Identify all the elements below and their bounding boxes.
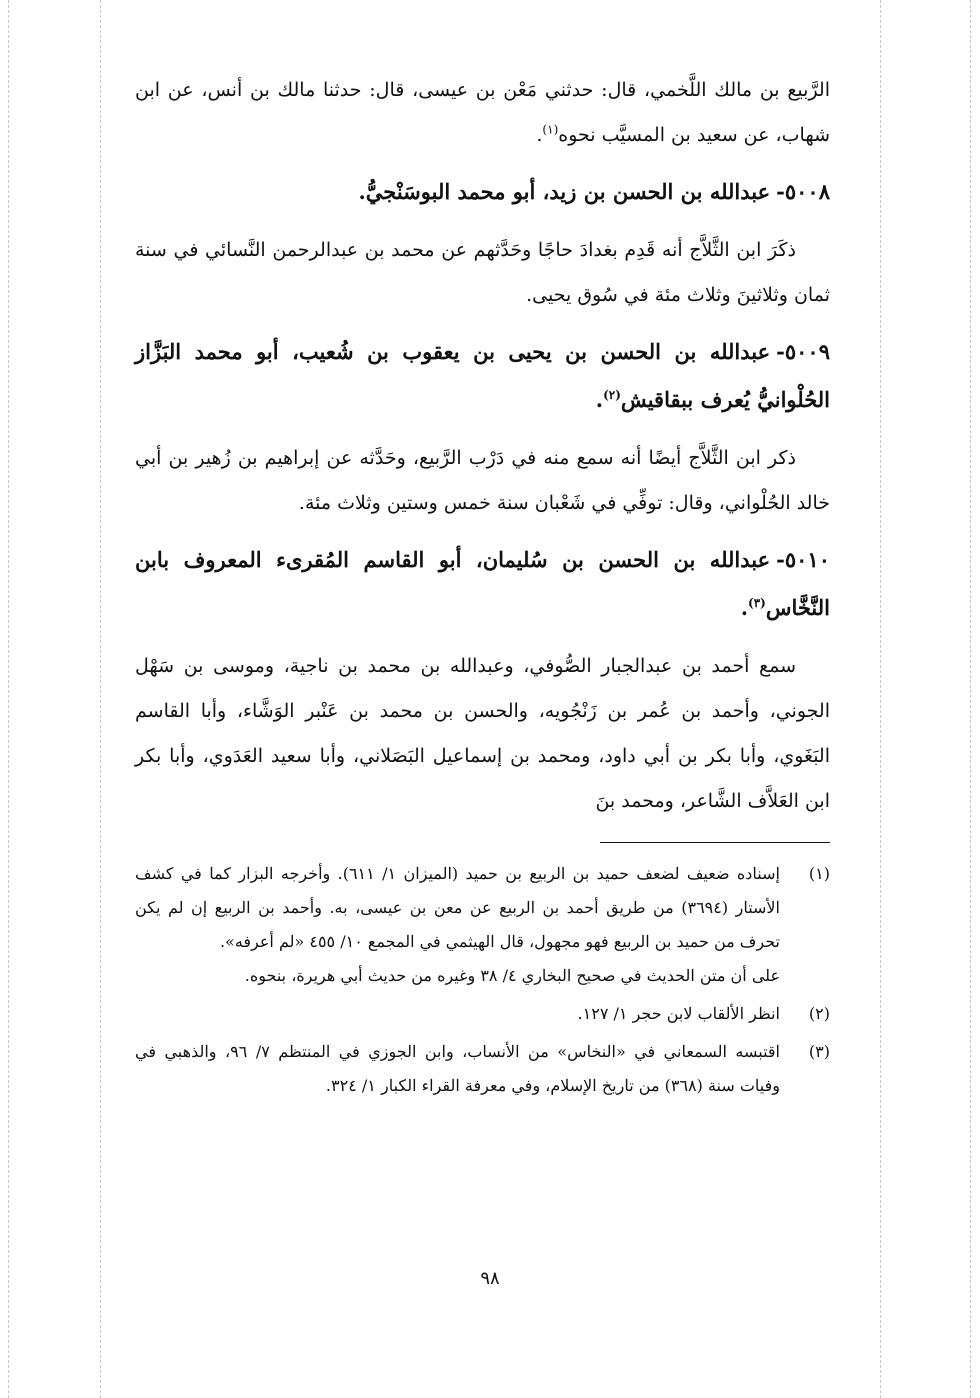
entry-text: ذكَرَ ابن الثَّلاَّج أنه قَدِم بغدادَ حاجًا وحَدَّثهم عن محمد بن عبدالرحمن النَّسائي في سنة ثمان وثلاثينَ وثلاث مئة في سُوق يحيى (135, 239, 830, 306)
entry-text: ذكر ابن الثَّلاَّج أيضًا أنه سمع منه في دَرْب الرَّبيع، وحَدَّثه عن إبراهيم بن زُهير بن أبي خالد الحُلْواني، وقال: توفِّي في شَعْبان سنة خمس وستين وثلاث مئة (135, 447, 830, 514)
footnote-separator (600, 842, 830, 843)
body-paragraph (135, 436, 830, 526)
entry-text: الرَّبيع بن مالك اللَّخمي، قال: حدثني مَعْن بن عيسى، قال: حدثنا مالك بن أنس، عن ابن شهاب، عن سعيد بن المسيَّب نحوه (135, 79, 830, 146)
body-text (135, 68, 830, 824)
entry-heading (135, 168, 830, 216)
right-scan-edge (970, 0, 971, 1398)
footnote (135, 1035, 830, 1103)
entry-heading (135, 328, 830, 424)
body-paragraph (135, 228, 830, 318)
end-punctuation: . (595, 387, 604, 412)
right-margin-line (880, 0, 881, 1398)
end-punctuation: . (298, 492, 305, 514)
entry-text: عبدالله بن الحسن بن زيد، أبو محمد البوسَنْجيُّ (365, 179, 771, 204)
entry-text: سمع أحمد بن عبدالجبار الصُّوفي، وعبدالله بن محمد بن ناجية، وموسى بن سَهْل الجوني، وأحمد بن عُمر بن زَنْجُويه، والحسن بن محمد بن عَنْبر الوَشَّاء، وأبا القاسم البَغَوي، وأبا بكر بن أبي داود، ومحمد بن إسماعيل البَصَلاني، وأبا سعيد العَدَوي، وأبا بكر ابن العَلاَّف الشَّاعر، ومحمد بنَ (135, 655, 830, 812)
footnote-number: (٣) (808, 1042, 830, 1061)
page-content (135, 68, 830, 1107)
entry-text: عبدالله بن الحسن بن سُليمان، أبو القاسم المُقرىء المعروف بابن النَّخَّاس (135, 547, 830, 620)
footnote (135, 997, 830, 1031)
entry-heading (135, 536, 830, 632)
footnotes (135, 857, 830, 1103)
left-scan-edge (8, 0, 9, 1398)
footnote-number: (٢) (808, 1004, 830, 1023)
footnote-text: إسناده ضعيف لضعف حميد بن الربيع بن حميد (الميزان ١/ ٦١١). وأخرجه البزار كما في كشف الأستار (٣٦٩٤) من طريق أحمد بن الربيع عن معن بن عيسى، به. وأحمد بن الربيع إن لم يكن تحرف من حميد بن الربيع فهو مجهول، قال الهيثمي في المجمع ١٠/ ٤٥٥ «لم أعرفه». (135, 864, 781, 951)
footnote-number: (١) (808, 864, 830, 883)
footnote-text: انظر الألقاب لابن حجر ١/ ١٢٧. (577, 1004, 780, 1023)
footnote-text: على أن متن الحديث في صحيح البخاري ٤/ ٣٨ وغيره من حديث أبي هريرة، بنحوه. (244, 966, 780, 985)
entry-number: ٥٠٠٨- (776, 179, 830, 204)
entry-text: عبدالله بن الحسن بن يحيى بن يعقوب بن شُعيب، أبو محمد البَزَّاز الحُلْوانيُّ يُعرف ببقاقيش (135, 339, 830, 412)
footnote (135, 857, 830, 993)
footnote-ref: (٢) (603, 388, 621, 402)
entry-number: ٥٠١٠- (776, 547, 830, 572)
page-number: ٩٨ (480, 1268, 500, 1289)
end-punctuation: . (526, 284, 533, 306)
left-margin-line (100, 0, 101, 1398)
footnote-ref: (٣) (748, 596, 766, 610)
end-punctuation: . (536, 124, 543, 146)
footnote-ref: (١) (542, 122, 559, 137)
body-paragraph (135, 68, 830, 158)
entry-number: ٥٠٠٩- (776, 339, 830, 364)
footnote-text: اقتبسه السمعاني في «النخاس» من الأنساب، وابن الجوزي في المنتظم ٧/ ٩٦، والذهبي في وفيات سنة (٣٦٨) من تاريخ الإسلام، وفي معرفة القراء الكبار ١/ ٣٢٤. (135, 1042, 780, 1095)
end-punctuation: . (740, 595, 748, 620)
body-paragraph (135, 644, 830, 824)
end-punctuation: . (358, 179, 366, 204)
